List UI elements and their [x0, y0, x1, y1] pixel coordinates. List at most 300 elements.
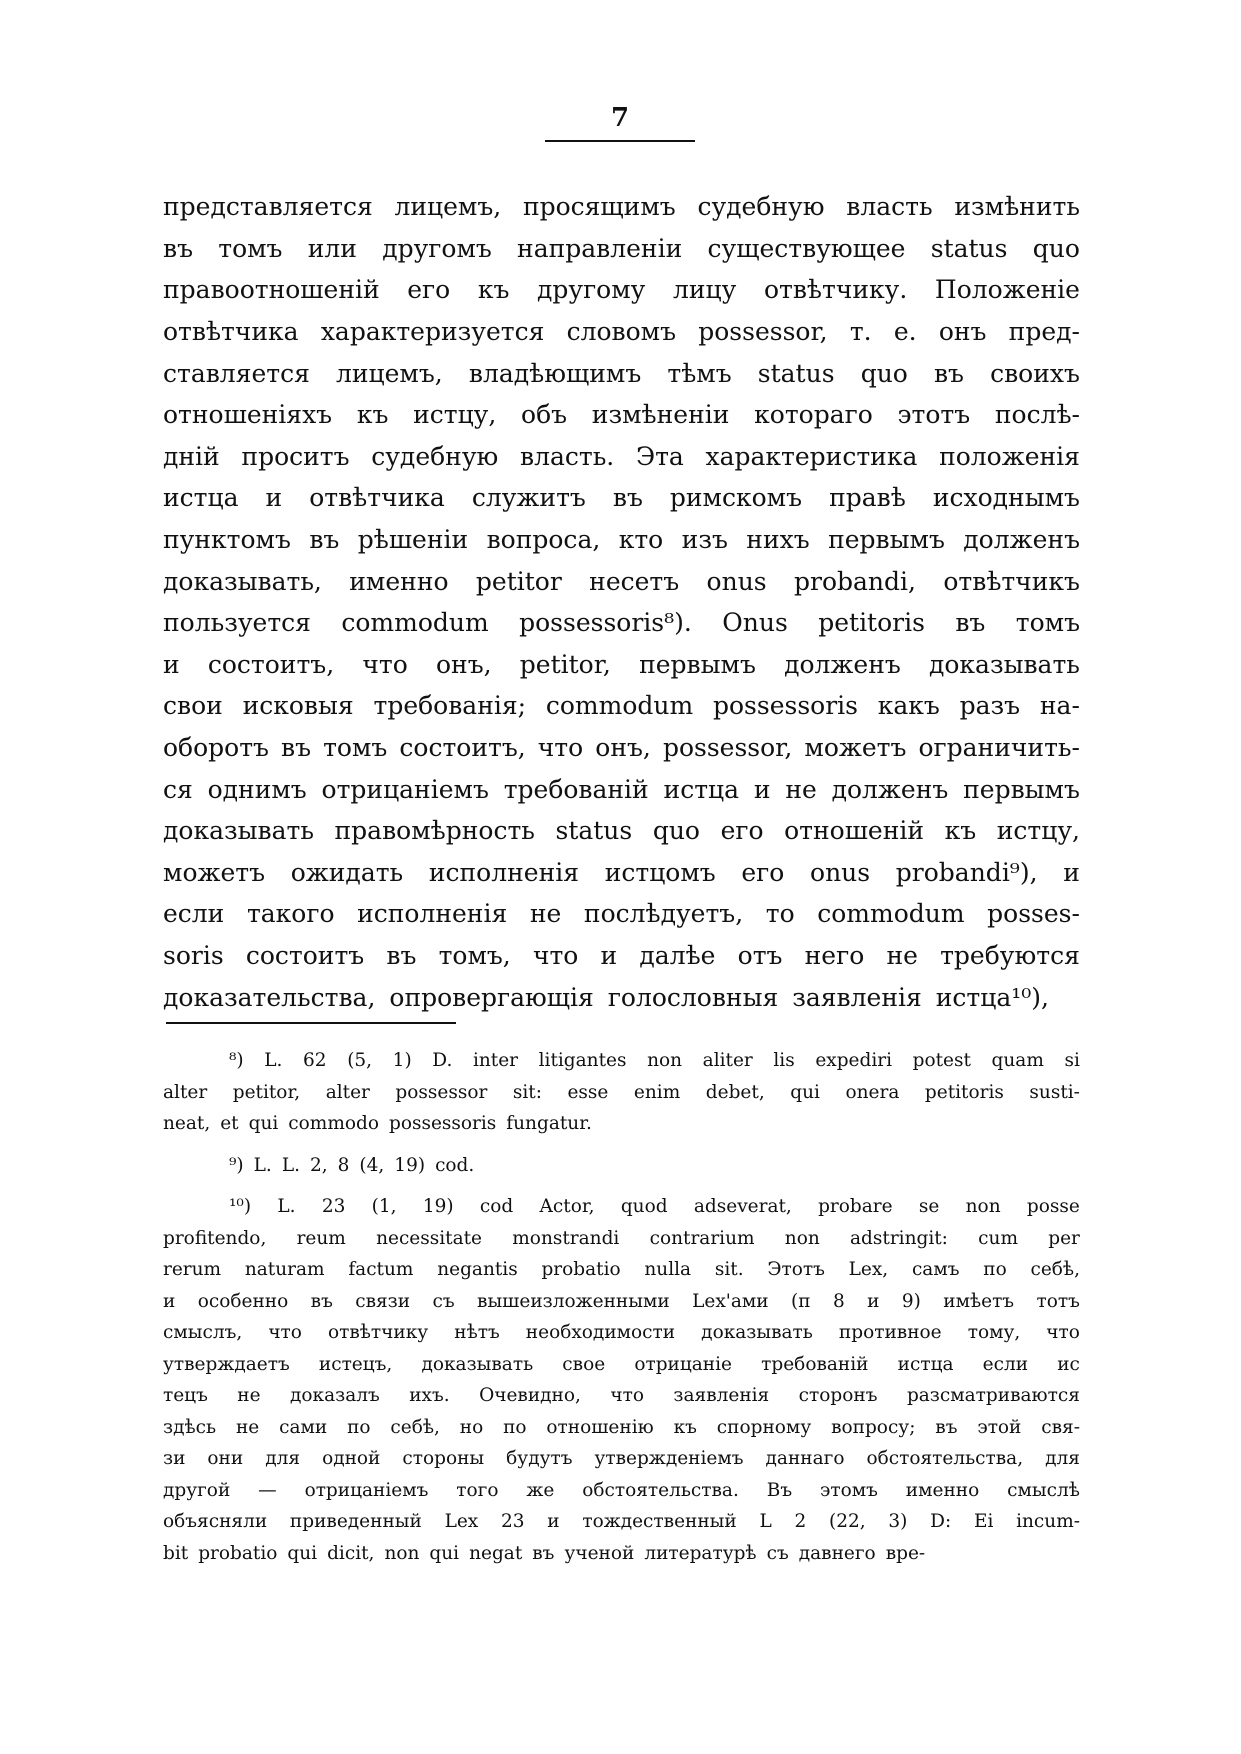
word: aliter [702, 1050, 753, 1072]
word: probare [818, 1196, 893, 1218]
word: вопроса, [486, 525, 601, 555]
word: по [347, 1416, 371, 1438]
word: оборотъ [163, 733, 269, 763]
word: по [503, 1416, 527, 1438]
word: власть. [520, 441, 615, 471]
word: истцомъ [604, 857, 716, 887]
word: profitendo, [163, 1227, 267, 1249]
word: того [456, 1479, 499, 1501]
word: утвержденіемъ [594, 1448, 744, 1470]
word: первымъ [963, 774, 1080, 804]
word: Lex, [848, 1259, 889, 1281]
word: onera [845, 1081, 900, 1103]
word: ⁸) [229, 1050, 244, 1072]
word: onus [810, 857, 871, 887]
word: свои [163, 691, 223, 721]
word: qui [429, 1542, 460, 1564]
word: и [600, 940, 618, 970]
word: sit: [512, 1081, 542, 1103]
word: отвѣтчику [327, 1322, 429, 1344]
word: далѣе [639, 940, 716, 970]
word: этотъ [897, 400, 971, 430]
word: ученой [564, 1542, 635, 1564]
word: naturam [244, 1259, 325, 1281]
word: долженъ [831, 774, 949, 804]
word: отвѣтчика [309, 483, 445, 513]
word: котораго [754, 400, 873, 430]
word: posse [1026, 1196, 1080, 1218]
word: съ [766, 1542, 789, 1564]
word: и [547, 1511, 560, 1533]
word: Lex [444, 1511, 479, 1533]
word: possessor, [662, 733, 793, 763]
word: проситъ [241, 441, 350, 471]
footnote-line [163, 1506, 1080, 1538]
word: его [407, 275, 451, 305]
word: тотъ [1036, 1290, 1080, 1312]
word: состоитъ, [399, 733, 526, 763]
body-line [163, 685, 1080, 727]
word: его [720, 816, 764, 846]
word: negat [469, 1542, 523, 1564]
word: заявленія [792, 982, 922, 1012]
word: ставляется [163, 358, 310, 388]
word: томъ [1015, 608, 1080, 638]
word: исходнымъ [932, 483, 1080, 513]
word: положенія [939, 441, 1080, 471]
word: обстоятельства, [866, 1448, 1024, 1470]
word: (1, [371, 1196, 397, 1218]
word: L. [264, 1050, 283, 1072]
word: особенно [197, 1290, 289, 1312]
word: inter [472, 1050, 519, 1072]
word: Положеніе [934, 275, 1080, 305]
word: possessoris [389, 1113, 497, 1135]
word: petitoris [924, 1081, 1004, 1103]
word: cod. [435, 1154, 475, 1176]
word: смыслѣ [1007, 1479, 1080, 1501]
word: е. [893, 317, 917, 347]
word: въ [933, 358, 964, 388]
word: представляется [163, 192, 373, 222]
word: опровергающія [389, 982, 594, 1012]
word: онъ, [436, 649, 492, 679]
word: monstrandi [512, 1227, 620, 1249]
word: quo [860, 358, 908, 388]
word: 19) [394, 1154, 426, 1176]
word: что [268, 1322, 302, 1344]
word: 23 [500, 1511, 525, 1533]
word: (22, [829, 1511, 866, 1533]
word: доказывать [421, 1353, 534, 1375]
word: другому [536, 275, 646, 305]
word: onus [706, 566, 767, 596]
word: томъ, [438, 940, 511, 970]
word: тецъ [163, 1385, 208, 1407]
word: долженъ [784, 649, 901, 679]
word: для [1045, 1448, 1080, 1470]
word: тому, [967, 1322, 1021, 1344]
word: въ [532, 1542, 555, 1564]
word: истца [663, 774, 740, 804]
word: разсматриваются [906, 1385, 1080, 1407]
word: non [384, 1542, 420, 1564]
word: въ [163, 233, 193, 263]
word: (п [791, 1290, 811, 1312]
word: 19) [422, 1196, 454, 1218]
word: свое [562, 1353, 606, 1375]
word: possessor [395, 1081, 488, 1103]
word: пред- [1008, 317, 1080, 347]
word: cod [479, 1196, 514, 1218]
word: probatio [541, 1259, 621, 1281]
word: negantis [437, 1259, 518, 1281]
word: отношеніяхъ [163, 400, 333, 430]
word: съ [432, 1290, 455, 1312]
body-line [163, 352, 1080, 394]
word: существующее [707, 233, 906, 263]
word: commodum [545, 691, 694, 721]
word: лицемъ, [394, 192, 502, 222]
word: истцу, [996, 816, 1080, 846]
word: лицемъ, [336, 358, 443, 388]
word: доказательства, [163, 982, 376, 1012]
word: именно [349, 566, 449, 596]
word: отрицаніемъ [304, 1479, 429, 1501]
word: требованій [503, 774, 649, 804]
word: incum- [1016, 1511, 1080, 1533]
word: истца [163, 483, 239, 513]
body-line [163, 394, 1080, 436]
footnote-line [163, 1286, 1080, 1318]
word: Ei [973, 1511, 994, 1533]
word: D: [930, 1511, 952, 1533]
word: требованія; [373, 691, 527, 721]
word: 8 [832, 1290, 845, 1312]
word: (5, [347, 1050, 373, 1072]
word: можетъ [163, 857, 266, 887]
word: petitor, [232, 1081, 301, 1103]
word: т. [849, 317, 872, 347]
word: nulla [644, 1259, 692, 1281]
footnote-gap [163, 1140, 1080, 1150]
word: въ [935, 1416, 958, 1438]
word: ограничить- [918, 733, 1080, 763]
word: вопросу; [831, 1416, 916, 1438]
word: contrarium [649, 1227, 755, 1249]
word: probatio [198, 1542, 278, 1564]
word: rerum [163, 1259, 222, 1281]
body-text [163, 186, 1080, 1018]
word: debet, [705, 1081, 765, 1103]
word: что [1046, 1322, 1080, 1344]
word: ис [1057, 1353, 1080, 1375]
footnote-line [163, 1443, 1080, 1475]
footnote-line [163, 1412, 1080, 1444]
word: дній [163, 441, 220, 471]
word: или [307, 233, 357, 263]
word: expediri [815, 1050, 893, 1072]
word: такого [246, 899, 335, 929]
word: esse [567, 1081, 609, 1103]
word: probandi, [794, 566, 916, 596]
word: что [537, 733, 584, 763]
word: commodum [341, 608, 489, 638]
word: будутъ [506, 1448, 573, 1470]
word: литературѣ [644, 1542, 757, 1564]
word: ожидать [290, 857, 404, 887]
word: однимъ [207, 774, 307, 804]
word: онъ, [595, 733, 651, 763]
word: зи [163, 1448, 186, 1470]
word: L. [277, 1196, 296, 1218]
word: по [983, 1259, 1007, 1281]
word: просящимъ [522, 192, 676, 222]
word: отвѣтчика [163, 317, 299, 347]
word: правоотношеній [163, 275, 380, 305]
body-line [163, 852, 1080, 894]
word: себѣ, [1030, 1259, 1080, 1281]
word: словомъ [566, 317, 677, 347]
word: per [1048, 1227, 1080, 1249]
word: sit. [714, 1259, 744, 1281]
footnotes [163, 1045, 1080, 1569]
word: отрицаніемъ [321, 774, 489, 804]
word: non [647, 1050, 683, 1072]
word: исковыя [242, 691, 354, 721]
word: къ [477, 275, 510, 305]
word: спорному [716, 1416, 812, 1438]
word: petitor [475, 566, 562, 596]
footnote-line [163, 1045, 1080, 1077]
footnote-line [163, 1538, 1080, 1570]
word: что [362, 649, 408, 679]
word: характеризуется [320, 317, 545, 347]
word: они [207, 1448, 244, 1470]
word: къ [673, 1416, 697, 1438]
word: lis [773, 1050, 795, 1072]
word: кто [618, 525, 664, 555]
word: possessor, [698, 317, 828, 347]
word: necessitate [376, 1227, 483, 1249]
body-line [163, 560, 1080, 602]
word: послѣ- [994, 400, 1080, 430]
word: требованій [761, 1353, 869, 1375]
body-line [163, 228, 1080, 270]
word: голословныя [607, 982, 779, 1012]
word: къ [944, 816, 977, 846]
word: римскомъ [669, 483, 803, 513]
word: status [930, 233, 1008, 263]
page-number-rule [545, 140, 695, 142]
word: qui [248, 1113, 279, 1135]
word: probandi⁹), [895, 857, 1038, 887]
word: давнего [798, 1542, 876, 1564]
word: и [163, 649, 180, 679]
word: связи [355, 1290, 411, 1312]
word: истца¹⁰), [935, 982, 1049, 1012]
word: своихъ [990, 358, 1080, 388]
word: приведенный [289, 1511, 422, 1533]
footnote-line [163, 1191, 1080, 1223]
word: status [555, 816, 633, 846]
word: и [163, 1290, 176, 1312]
word: необходимости [525, 1322, 676, 1344]
word: ся [163, 774, 193, 804]
word: на- [1039, 691, 1080, 721]
word: status [757, 358, 835, 388]
body-line [163, 269, 1080, 311]
word: доказывать [701, 1322, 813, 1344]
word: сторонъ [798, 1385, 878, 1407]
word: первымъ [828, 525, 945, 555]
word: alter [163, 1081, 208, 1103]
word: въ [309, 525, 340, 555]
word: измѣненіи [591, 400, 730, 430]
word: 3) [888, 1511, 908, 1533]
body-line [163, 810, 1080, 852]
word: заявленія [673, 1385, 770, 1407]
footnote-line [163, 1108, 1080, 1140]
word: Lex'ами [692, 1290, 769, 1312]
word: утверждаетъ [163, 1353, 290, 1375]
footnote-line [163, 1077, 1080, 1109]
word: власть [846, 192, 933, 222]
word: petitor, [519, 649, 611, 679]
word: susti- [1029, 1081, 1080, 1103]
word: но [459, 1416, 484, 1438]
word: posses- [987, 899, 1080, 929]
word: не [237, 1385, 261, 1407]
word: D. [432, 1050, 453, 1072]
word: стороны [402, 1448, 485, 1470]
word: bit [163, 1542, 189, 1564]
body-line [163, 935, 1080, 977]
word: possessoris [712, 691, 858, 721]
word: possessoris⁸). [519, 608, 692, 638]
word: se [918, 1196, 940, 1218]
word: adseverat, [693, 1196, 792, 1218]
word: можетъ [804, 733, 907, 763]
word: рѣшеніи [357, 525, 469, 555]
word: ⁹) [229, 1154, 244, 1176]
word: объ [521, 400, 568, 430]
word: petitoris [818, 608, 925, 638]
word: судебную [697, 192, 825, 222]
footnote-gap [163, 1181, 1080, 1191]
footnote-line [163, 1380, 1080, 1412]
word: правомѣрность [334, 816, 535, 846]
word: Этотъ [767, 1259, 825, 1281]
footnote-line [163, 1150, 1080, 1182]
word: si [1064, 1050, 1080, 1072]
word: противное [838, 1322, 942, 1344]
word: состоитъ, [207, 649, 335, 679]
word: Эта [635, 441, 684, 471]
word: первымъ [639, 649, 756, 679]
word: adstringit: [850, 1227, 948, 1249]
word: то [765, 899, 795, 929]
word: soris [163, 940, 224, 970]
word: отношенію [546, 1416, 654, 1438]
word: вре- [885, 1542, 926, 1564]
body-line [163, 893, 1080, 935]
word: имѣетъ [943, 1290, 1015, 1312]
word: несетъ [589, 566, 680, 596]
word: L. [253, 1154, 272, 1176]
body-line [163, 436, 1080, 478]
word: же [526, 1479, 555, 1501]
word: 2, [309, 1154, 328, 1176]
word: factum [348, 1259, 414, 1281]
word: et [220, 1113, 239, 1135]
word: свя- [1041, 1416, 1080, 1438]
word: направленіи [517, 233, 683, 263]
word: сами [279, 1416, 328, 1438]
body-line [163, 186, 1080, 228]
word: не [886, 940, 918, 970]
word: (4, [359, 1154, 385, 1176]
word: 9) [901, 1290, 921, 1312]
word: объясняли [163, 1511, 268, 1533]
word: онъ [938, 317, 987, 347]
word: разъ [959, 691, 1021, 721]
word: другой [163, 1479, 231, 1501]
word: reum [296, 1227, 346, 1249]
word: 23 [321, 1196, 346, 1218]
word: quod [620, 1196, 668, 1218]
footnote-line [163, 1223, 1080, 1255]
body-line [163, 727, 1080, 769]
word: commodum [817, 899, 965, 929]
word: судебную [371, 441, 499, 471]
word: въ [612, 483, 643, 513]
word: требуются [940, 940, 1080, 970]
body-line [163, 976, 1080, 1018]
word: ¹⁰) [229, 1196, 252, 1218]
word: изъ [681, 525, 728, 555]
word: въ [281, 733, 312, 763]
word: измѣнить [954, 192, 1080, 222]
word: нихъ [746, 525, 810, 555]
word: въ [310, 1290, 333, 1312]
word: если [982, 1353, 1029, 1375]
word: alter [325, 1081, 370, 1103]
word: себѣ, [390, 1416, 440, 1438]
word: томъ [323, 733, 388, 763]
word: не [529, 899, 562, 929]
word: enim [633, 1081, 681, 1103]
footnote-line [163, 1317, 1080, 1349]
word: истцу, [413, 400, 497, 430]
word: не [235, 1416, 260, 1438]
word: состоитъ [245, 940, 365, 970]
word: доказалъ [290, 1385, 380, 1407]
word: именно [905, 1479, 980, 1501]
word: non [965, 1196, 1001, 1218]
word: L. [281, 1154, 300, 1176]
word: тождественный [582, 1511, 737, 1533]
word: доказывать [928, 649, 1080, 679]
word: нѣтъ [454, 1322, 500, 1344]
word: Въ [766, 1479, 793, 1501]
word: quam [991, 1050, 1044, 1072]
word: что [610, 1385, 644, 1407]
word: истца [897, 1353, 954, 1375]
word: исполненія [357, 899, 508, 929]
word: доказывать [163, 816, 314, 846]
body-line [163, 644, 1080, 686]
